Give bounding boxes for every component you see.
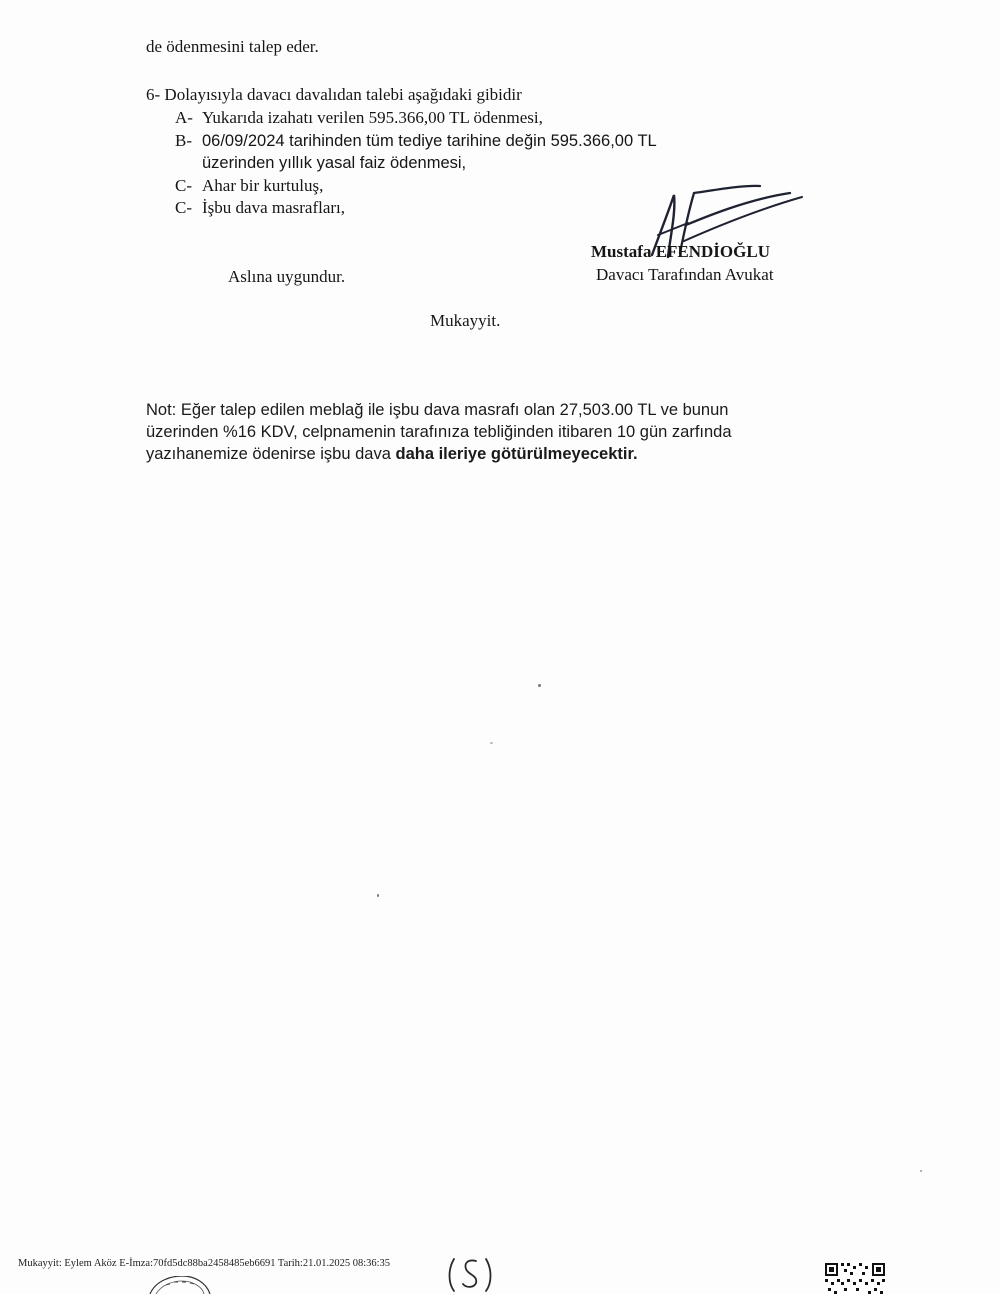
scan-speck [490, 742, 493, 744]
official-seal [148, 1276, 212, 1294]
claim-item-text: Yukarıda izahatı verilen 595.366,00 TL ödenmesi, [202, 108, 543, 127]
lawyer-title: Davacı Tarafından Avukat [596, 265, 774, 284]
note-line-3-emphasis: daha ileriye götürülmeyecektir. [395, 445, 638, 463]
claim-item-marker: C- [175, 198, 192, 217]
section-6-heading: 6- Dolayısıyla davacı davalıdan talebi aşağıdaki gibidir [146, 85, 522, 104]
claim-item-text: 06/09/2024 tarihinden tüm tediye tarihine değin 595.366,00 TL [202, 132, 657, 150]
claim-item-marker: B- [175, 131, 192, 150]
note-line-3-text: yazıhanemize ödenirse işbu dava [146, 445, 396, 463]
claim-item-marker: A- [175, 108, 193, 127]
claim-item-b-continued [175, 152, 466, 174]
scan-speck [538, 684, 541, 687]
note-line-3 [146, 443, 826, 465]
claim-item-a [175, 107, 543, 129]
certification-text: Aslına uygundur. [228, 267, 346, 286]
payment-note [146, 399, 826, 465]
qr-code-icon [824, 1262, 886, 1294]
registrar-label: Mukayyit. [430, 311, 501, 330]
claim-item-c2 [175, 197, 345, 219]
claim-item-text: üzerinden yıllık yasal faiz ödenmesi, [202, 154, 467, 172]
continuation-line: de ödenmesini talep eder. [146, 37, 319, 56]
scan-speck [377, 894, 379, 897]
claim-item-text: İşbu dava masrafları, [202, 198, 346, 217]
lawyer-name: Mustafa EFENDİOĞLU [591, 242, 770, 261]
claim-item-marker: C- [175, 176, 192, 195]
claim-item-c1 [175, 175, 323, 197]
e-signature-footer: Mukayyit: Eylem Aköz E-İmza:70fd5dc88ba2458485eb6691 Tarih:21.01.2025 08:36:35 [18, 1258, 391, 1269]
note-line-2: üzerinden %16 KDV, celpnamenin tarafınıza tebliğinden itibaren 10 gün zarfında [146, 423, 732, 441]
handwritten-page-number [446, 1255, 494, 1293]
claim-item-b [175, 130, 657, 152]
note-line-1: Not: Eğer talep edilen meblağ ile işbu dava masrafı olan 27,503.00 TL ve bunun [146, 401, 729, 419]
scan-speck [920, 1170, 922, 1172]
claim-item-text: Ahar bir kurtuluş, [202, 176, 324, 195]
